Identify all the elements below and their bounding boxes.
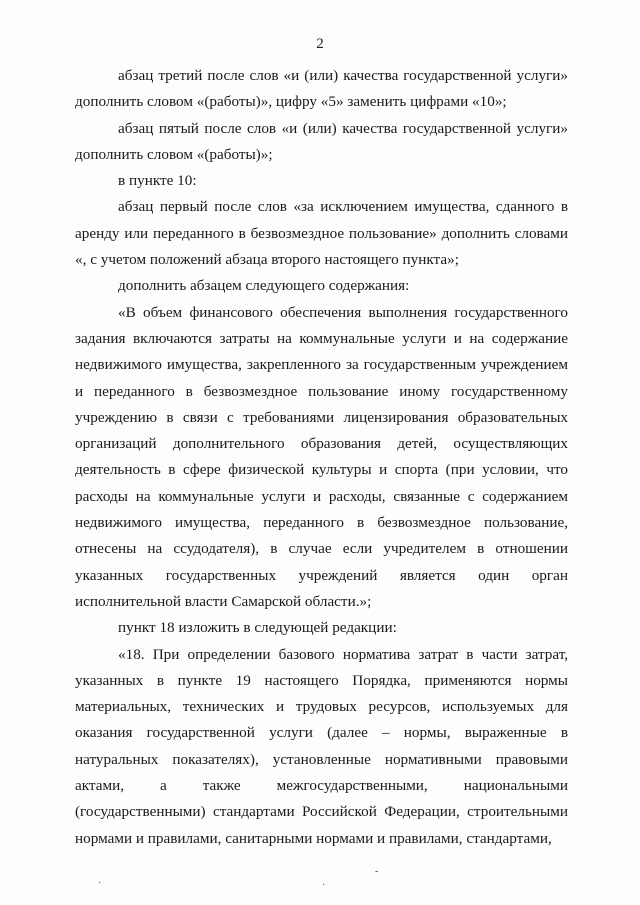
paragraph-5: дополнить абзацем следующего содержания: [118, 277, 410, 295]
paragraph-1: абзац третий после слов «и (или) качества государственной услуги» дополнить словом «(работы)», цифру «5» заменить цифрами «10»; [75, 67, 568, 111]
page-number: 2 [316, 36, 324, 52]
paragraph-3: в пункте 10: [118, 172, 197, 190]
scan-speck: · [322, 880, 326, 891]
paragraph-2: абзац пятый после слов «и (или) качества государственной услуги» дополнить словом «(работы)»; [75, 119, 568, 163]
document-body [75, 63, 568, 852]
scan-speck: - [375, 866, 379, 877]
scan-speck: · [98, 878, 102, 889]
paragraph-8: «18. При определении базового норматива затрат в части затрат, указанных в пункте 19 настоящего Порядка, применяются нормы материальных, технических и трудовых ресурсов, используемых для оказания государственной услуги (далее – нормы, выраженные в натуральных показателях), установленные нормативными правовыми актами, а также межгосударственными, национальными (государственными) стандартами Российской Федерации, строительными нормами и правилами, санитарными нормами и правилами, стандартами, [75, 645, 568, 847]
paragraph-7: пункт 18 изложить в следующей редакции: [118, 619, 397, 637]
paragraph-6: «В объем финансового обеспечения выполнения государственного задания включаются затраты на коммунальные услуги и на содержание недвижимого имущества, закрепленного за государственным учреждением и переданного в безвозмездное пользование иному государственному учреждению в связи с требованиями лицензирования образовательных организаций дополнительного образования детей, осуществляющих деятельность в сфере физической культуры и спорта (при условии, что расходы на коммунальные услуги и расходы, связанные с содержанием недвижимого имущества, переданного в безвозмездное пользование, отнесены на ссудодателя), в случае если учредителем в отношении указанных государственных учреждений является один орган исполнительной власти Самарской области.»; [75, 303, 568, 610]
paragraph-4: абзац первый после слов «за исключением имущества, сданного в аренду или переданного в безвозмездное пользование» дополнить словами «, с учетом положений абзаца второго настоящего пункта»; [75, 198, 568, 269]
